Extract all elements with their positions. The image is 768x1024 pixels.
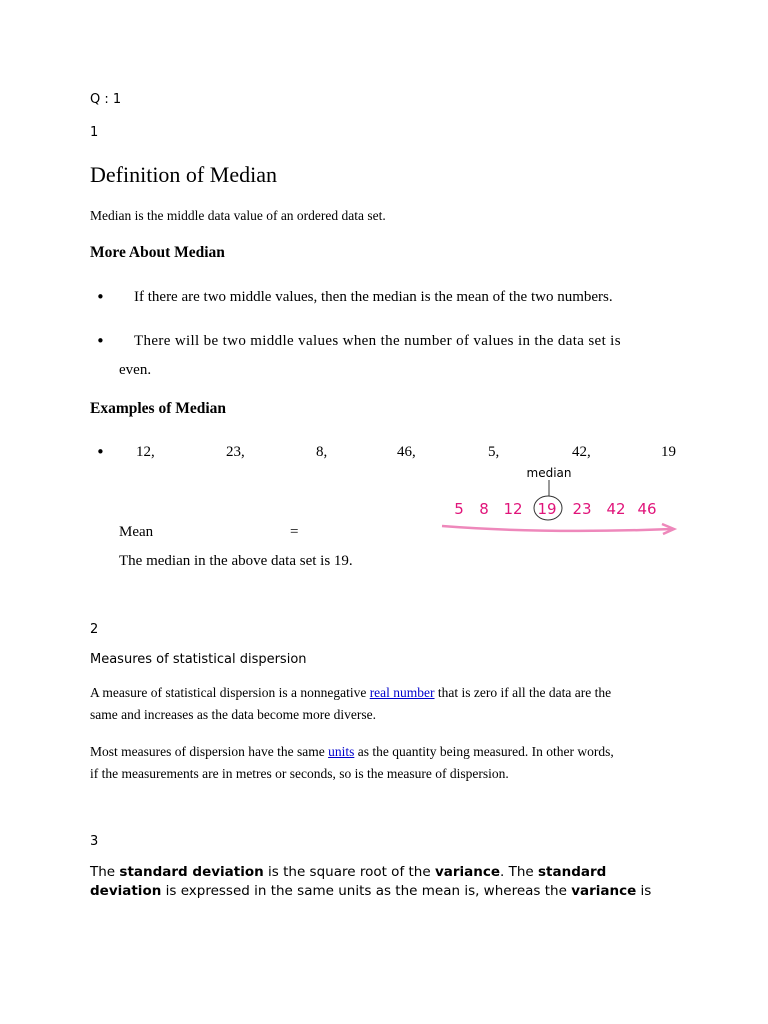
example-value: 8, xyxy=(316,444,328,460)
term-variance: variance xyxy=(571,883,637,899)
bullet-text-2: There will be two middle values when the number of values in the data set is xyxy=(134,333,621,349)
real-number-link[interactable]: real number xyxy=(369,685,435,700)
figure-value: 42 xyxy=(606,500,626,518)
text: A measure of statistical dispersion is a nonnegative xyxy=(90,685,370,700)
text: is xyxy=(636,883,652,899)
median-figure xyxy=(436,462,680,540)
more-about-heading: More About Median xyxy=(90,244,225,261)
section-number-3: 3 xyxy=(90,834,99,849)
example-value: 19 xyxy=(661,444,676,460)
text: that is zero if all the data are the xyxy=(434,685,612,700)
standard-deviation-paragraph xyxy=(90,863,680,901)
figure-value: 46 xyxy=(637,500,657,518)
definition-text: Median is the middle data value of an ordered data set. xyxy=(90,208,386,223)
text: as the quantity being measured. In other words, xyxy=(354,744,614,759)
median-label: median xyxy=(526,466,572,480)
example-value: 5, xyxy=(488,444,500,460)
term-standard: standard xyxy=(538,864,607,880)
dispersion-paragraph-2 xyxy=(90,741,680,785)
text: same and increases as the data become more diverse. xyxy=(90,707,376,722)
bullet-text-1: If there are two middle values, then the median is the mean of the two numbers. xyxy=(134,289,613,305)
median-result-text: The median in the above data set is 19. xyxy=(119,553,353,569)
term-deviation: deviation xyxy=(90,883,162,899)
example-value: 46, xyxy=(397,444,416,460)
text: is the square root of the xyxy=(263,864,435,880)
text: . The xyxy=(500,864,538,880)
figure-value: 23 xyxy=(572,500,592,518)
text: if the measurements are in metres or seconds, so is the measure of dispersion. xyxy=(90,766,509,781)
question-label: Q : 1 xyxy=(90,92,122,107)
example-value: 42, xyxy=(572,444,591,460)
arrow-icon xyxy=(442,526,672,531)
text: The xyxy=(90,864,120,880)
page-title: Definition of Median xyxy=(90,162,277,187)
text: is expressed in the same units as the mean is, whereas the xyxy=(161,883,572,899)
dispersion-heading: Measures of statistical dispersion xyxy=(90,652,307,667)
bullet-icon: • xyxy=(96,332,105,350)
section-number-2: 2 xyxy=(90,622,99,637)
examples-heading: Examples of Median xyxy=(90,400,227,417)
figure-value: 12 xyxy=(503,500,523,518)
figure-value: 19 xyxy=(537,500,557,518)
section-number-1: 1 xyxy=(90,125,99,140)
units-link[interactable]: units xyxy=(328,744,355,759)
text: Most measures of dispersion have the same xyxy=(90,744,329,759)
example-value: 23, xyxy=(226,444,245,460)
figure-value: 8 xyxy=(479,500,489,518)
term-variance: variance xyxy=(434,864,501,880)
dispersion-paragraph-1 xyxy=(90,682,680,726)
bullet-icon: • xyxy=(96,288,105,306)
figure-value: 5 xyxy=(454,500,464,518)
example-value: 12, xyxy=(136,444,155,460)
mean-equals: = xyxy=(290,524,299,540)
bullet-text-2-cont: even. xyxy=(119,362,152,378)
term-standard-deviation: standard deviation xyxy=(119,864,264,880)
mean-label: Mean xyxy=(119,524,154,540)
bullet-icon: • xyxy=(96,443,105,461)
